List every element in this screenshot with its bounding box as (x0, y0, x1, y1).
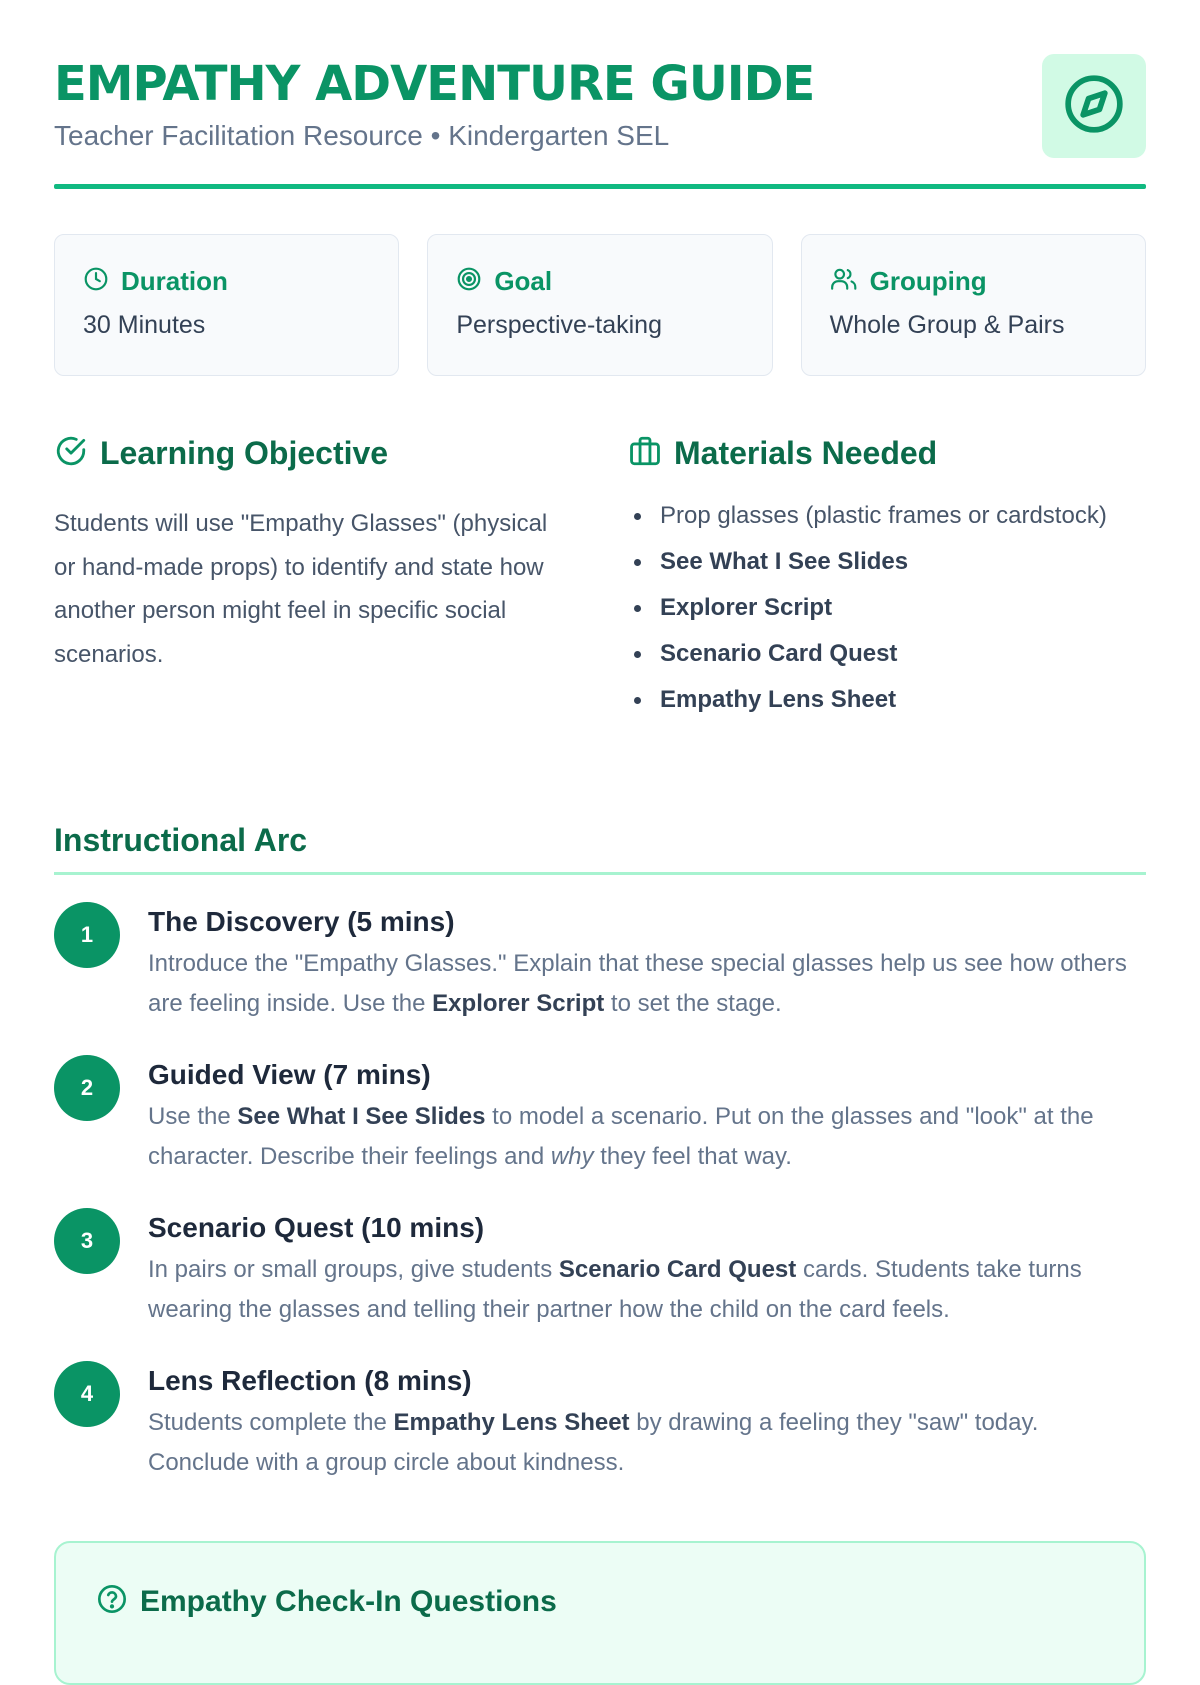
question-circle-icon (96, 1583, 128, 1620)
users-icon (830, 266, 858, 297)
step-title: Guided View (7 mins) (148, 1059, 431, 1090)
arc-step (54, 1361, 1146, 1514)
step-text: Students complete the Empathy Lens Sheet by drawing a feeling they "saw" today. Conclude with a group circle about kindness. (148, 1409, 1039, 1476)
header-divider (54, 184, 1146, 189)
arc-title: Instructional Arc (54, 822, 308, 858)
goal-label: Goal (494, 265, 553, 296)
grouping-label: Grouping (869, 265, 987, 296)
check-circle-icon (54, 434, 88, 473)
duration-value: 30 Minutes (83, 311, 206, 339)
arc-step (54, 1055, 1146, 1208)
step-text: Introduce the "Empathy Glasses." Explain that these special glasses help us see how others are feeling inside. Use the Explorer Script to set the stage. (148, 950, 1127, 1017)
materials-list (628, 496, 1148, 720)
material-item: Empathy Lens Sheet (628, 680, 1148, 720)
grouping-value: Whole Group & Pairs (829, 311, 1065, 339)
compass-icon (1063, 73, 1125, 140)
arc-steps (54, 902, 1146, 1514)
material-item: Prop glasses (plastic frames or cardstock) (628, 496, 1148, 536)
goal-card (427, 234, 772, 376)
briefcase-icon (628, 434, 662, 473)
step-number: 4 (54, 1361, 120, 1427)
arc-divider (54, 872, 1146, 875)
materials-section (628, 430, 1148, 726)
step-number: 3 (54, 1208, 120, 1274)
arc-step (54, 1208, 1146, 1361)
duration-label: Duration (121, 265, 228, 296)
materials-title: Materials Needed (674, 434, 938, 471)
material-item: Scenario Card Quest (628, 634, 1148, 674)
step-title: The Discovery (5 mins) (148, 906, 455, 937)
arc-step (54, 902, 1146, 1055)
info-cards (54, 234, 1146, 376)
duration-card (54, 234, 399, 376)
check-in-title: Empathy Check-In Questions (140, 1584, 557, 1618)
grouping-card (801, 234, 1146, 376)
check-in-card (54, 1541, 1146, 1685)
target-icon (456, 266, 482, 297)
objective-text: Students will use "Empathy Glasses" (physical or hand-made props) to identify and state how another person might feel in specific social scenarios. (54, 510, 548, 668)
step-number: 2 (54, 1055, 120, 1121)
page-header (54, 0, 1146, 190)
objective-title: Learning Objective (100, 434, 389, 471)
step-number: 1 (54, 902, 120, 968)
overview-columns (54, 430, 1146, 713)
objective-section (54, 430, 574, 676)
step-title: Lens Reflection (8 mins) (148, 1365, 472, 1396)
compass-logo (1042, 54, 1146, 158)
clock-icon (83, 266, 109, 297)
material-item: See What I See Slides (628, 542, 1148, 582)
page-title: EMPATHY ADVENTURE GUIDE (54, 56, 815, 112)
material-item: Explorer Script (628, 588, 1148, 628)
page-subtitle: Teacher Facilitation Resource • Kindergarten SEL (54, 120, 670, 151)
step-text: Use the See What I See Slides to model a scenario. Put on the glasses and "look" at the character. Describe their feelings and why they feel that way. (148, 1103, 1094, 1170)
step-text: In pairs or small groups, give students Scenario Card Quest cards. Students take turns wearing the glasses and telling their partner how the child on the card feels. (148, 1256, 1082, 1323)
step-title: Scenario Quest (10 mins) (148, 1212, 485, 1243)
goal-value: Perspective-taking (456, 311, 662, 339)
